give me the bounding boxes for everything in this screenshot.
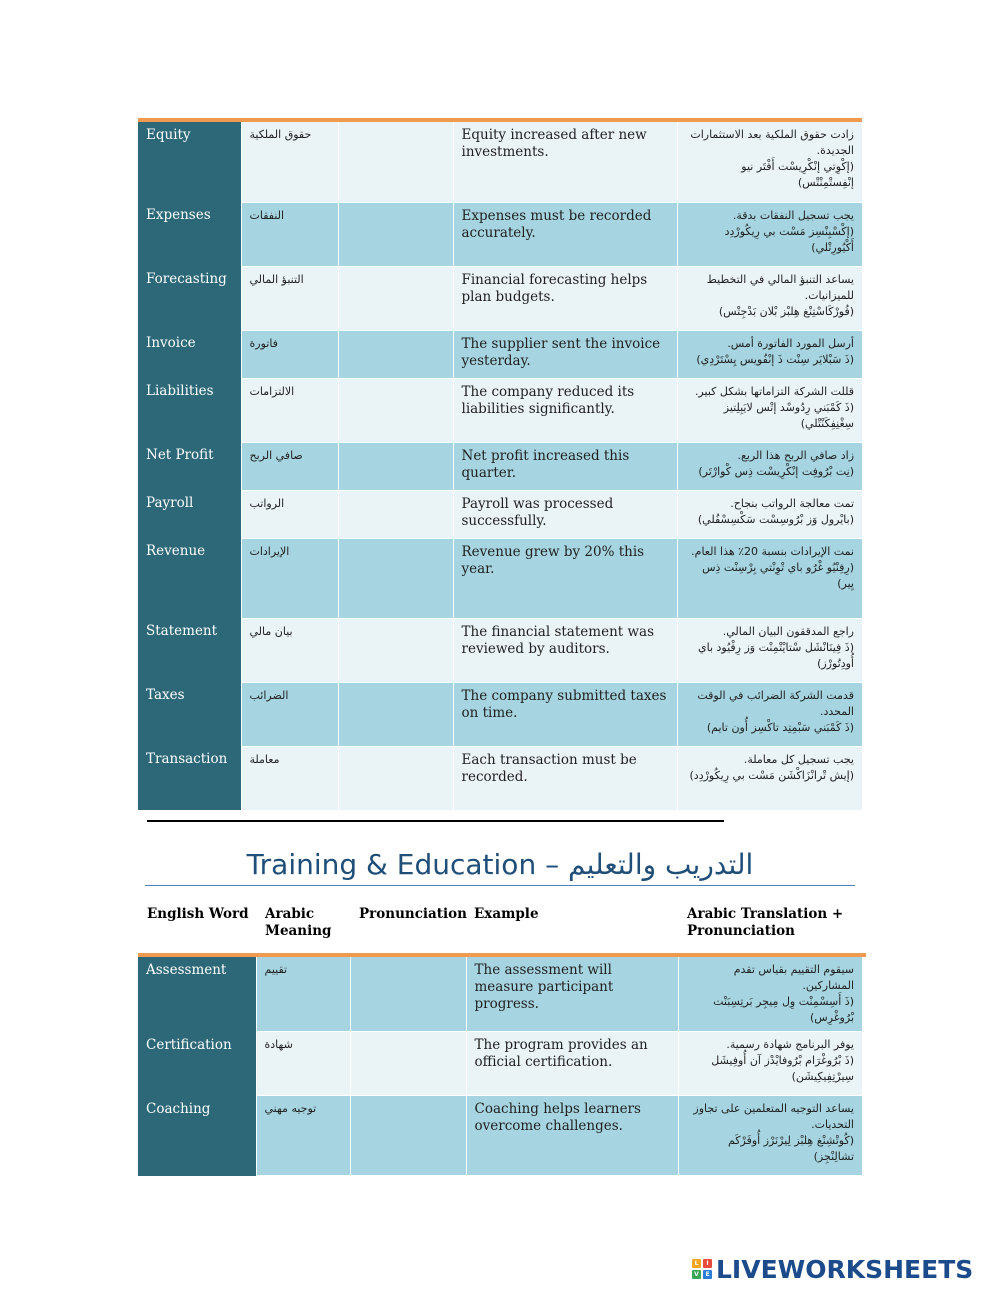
vocabulary-table-finance [138,122,862,811]
header-english-word: English Word [147,906,249,922]
cell-arabic-translation: قللت الشركة التزاماتها بشكل كبير. (ذَ كَمْبَني رِدُوسْد إتْس لايَبِلِتيز سِغْنِفِكَنْتْلي) [677,378,862,442]
cell-pronunciation [350,957,466,1032]
cell-arabic-translation: يجب تسجيل النفقات بدقة. (إكْسْبِنْسِز مَسْت بي رِيكُورْدِد أَكْيُورِتْلي) [677,202,862,266]
table-row [138,266,862,330]
header-pronunciation: Pronunciation [359,906,467,922]
header-arabic-meaning: Arabic Meaning [265,906,332,939]
cell-english-word: Net Profit [138,442,241,490]
cell-arabic-meaning: التنبؤ المالي [241,266,338,330]
table-row [138,957,862,1032]
logo-text: LIVEWORKSHEETS [716,1254,974,1284]
cell-example: Financial forecasting helps plan budgets. [453,266,677,330]
cell-arabic-translation: قدمت الشركة الضرائب في الوقت المحدد. (ذَ كَمْبَني سَبْمِتِد تاكْسِز أُون تايم) [677,682,862,746]
cell-example: The program provides an official certification. [466,1032,678,1096]
cell-pronunciation [338,618,453,682]
cell-arabic-translation: يوفر البرنامج شهادة رسمية. (ذَ بْرُوغْرَام بْرُوفايْدْز آن أُوفِيشَل سِيرْتِفِيكِيشَن) [678,1032,862,1096]
section-title: Training & Education – التدريب والتعليم [246,848,754,881]
cell-pronunciation [338,442,453,490]
cell-arabic-translation: يساعد التنبؤ المالي في التخطيط للميزانيات. (فُورْكَاسْتِنْغ هِلبْز بْلان بَدْجِتْس) [677,266,862,330]
cell-example: Expenses must be recorded accurately. [453,202,677,266]
cell-english-word: Coaching [138,1096,256,1176]
cell-english-word: Invoice [138,330,241,378]
cell-arabic-meaning: الضرائب [241,682,338,746]
table-row [138,202,862,266]
cell-english-word: Payroll [138,490,241,538]
cell-english-word: Equity [138,122,241,202]
cell-example: The financial statement was reviewed by auditors. [453,618,677,682]
cell-pronunciation [338,490,453,538]
cell-arabic-translation: سيقوم التقييم بقياس تقدم المشاركين. (ذَ أَسِسْمِنْت وِل مِيجِر بَرتِسِبَنْت بْرُوغْرِس) [678,957,862,1032]
cell-example: Equity increased after new investments. [453,122,677,202]
table-row [138,1032,862,1096]
header-arabic-translation: Arabic Translation + Pronunciation [687,906,844,939]
cell-english-word: Forecasting [138,266,241,330]
cell-arabic-translation: تمت معالجة الرواتب بنجاح. (بايْرول وَز بْرُوسِسْت سَكْسِسْفُلي) [677,490,862,538]
cell-example: The assessment will measure participant progress. [466,957,678,1032]
cell-english-word: Assessment [138,957,256,1032]
table-row [138,330,862,378]
vocabulary-table-training [138,957,862,1176]
cell-arabic-translation: زاد صافي الربح هذا الربع. (نِت بْرُوفِت إنْكْرِيسْت ذِس كْوارْتَر) [677,442,862,490]
cell-english-word: Statement [138,618,241,682]
liveworksheets-logo [692,1252,973,1286]
table-row [138,122,862,202]
cell-pronunciation [338,378,453,442]
cell-pronunciation [338,682,453,746]
table-row [138,538,862,618]
cell-pronunciation [338,746,453,810]
table-row [138,682,862,746]
cell-english-word: Expenses [138,202,241,266]
cell-pronunciation [338,330,453,378]
header-example: Example [474,906,539,922]
cell-english-word: Revenue [138,538,241,618]
cell-arabic-meaning: الإيرادات [241,538,338,618]
cell-arabic-meaning: صافي الربح [241,442,338,490]
cell-example: Each transaction must be recorded. [453,746,677,810]
cell-arabic-meaning: شهادة [256,1032,350,1096]
cell-arabic-translation: يجب تسجيل كل معاملة. (إيش تْرانْزَاكْشَن مَسْت بي رِيكُورْدِد) [677,746,862,810]
table-row [138,618,862,682]
cell-example: Payroll was processed successfully. [453,490,677,538]
table-row [138,378,862,442]
cell-english-word: Taxes [138,682,241,746]
table-row [138,1096,862,1176]
cell-pronunciation [338,122,453,202]
cell-arabic-meaning: فاتورة [241,330,338,378]
logo-block: E [703,1270,712,1279]
cell-arabic-translation: يساعد التوجيه المتعلمين على تجاوز التحديات. (كُوتْشِنْغ هِلبْز لِيرْنَرْز أُوفَرْكَم تشالِنْجِز) [678,1096,862,1176]
cell-example: Revenue grew by 20% this year. [453,538,677,618]
cell-arabic-meaning: النفقات [241,202,338,266]
cell-arabic-meaning: تقييم [256,957,350,1032]
cell-english-word: Liabilities [138,378,241,442]
cell-example: The company submitted taxes on time. [453,682,677,746]
logo-blocks [692,1259,712,1279]
cell-example: The company reduced its liabilities significantly. [453,378,677,442]
cell-example: The supplier sent the invoice yesterday. [453,330,677,378]
logo-block: I [703,1259,712,1268]
table-row [138,442,862,490]
table-row [138,490,862,538]
cell-pronunciation [338,266,453,330]
cell-example: Coaching helps learners overcome challenges. [466,1096,678,1176]
cell-arabic-translation: نمت الإيرادات بنسبة 20٪ هذا العام. (رِفِنْيُو غْرُو باي تْوِنْتي بِرْسِنْت ذِس يِير) [677,538,862,618]
cell-example: Net profit increased this quarter. [453,442,677,490]
cell-pronunciation [350,1032,466,1096]
cell-english-word: Certification [138,1032,256,1096]
cell-pronunciation [350,1096,466,1176]
title-underline [145,885,855,886]
cell-arabic-translation: أرسل المورد الفاتورة أمس. (ذَ سَبْلايَر سِنْت ذَ إنْفُويس يِسْتَرْدِي) [677,330,862,378]
cell-arabic-meaning: الالتزامات [241,378,338,442]
cell-arabic-meaning: بيان مالي [241,618,338,682]
cell-arabic-meaning: توجيه مهني [256,1096,350,1176]
cell-arabic-translation: زادت حقوق الملكية بعد الاستثمارات الجديدة. (إكْوِتي إنْكْرِيسْت أَفْتَر نيو إنْفِستْمِنْتْس) [677,122,862,202]
cell-pronunciation [338,202,453,266]
cell-arabic-meaning: معاملة [241,746,338,810]
cell-arabic-translation: راجع المدققون البيان المالي. (ذَ فِينَانْشَل سْتايْتْمِنْت وَز رِفْيُود باي أُودِتُورْز) [677,618,862,682]
cell-pronunciation [338,538,453,618]
cell-arabic-meaning: الرواتب [241,490,338,538]
logo-block: V [692,1270,701,1279]
cell-arabic-meaning: حقوق الملكية [241,122,338,202]
section-divider [147,820,724,822]
logo-block: L [692,1259,701,1268]
table-row [138,746,862,810]
cell-english-word: Transaction [138,746,241,810]
